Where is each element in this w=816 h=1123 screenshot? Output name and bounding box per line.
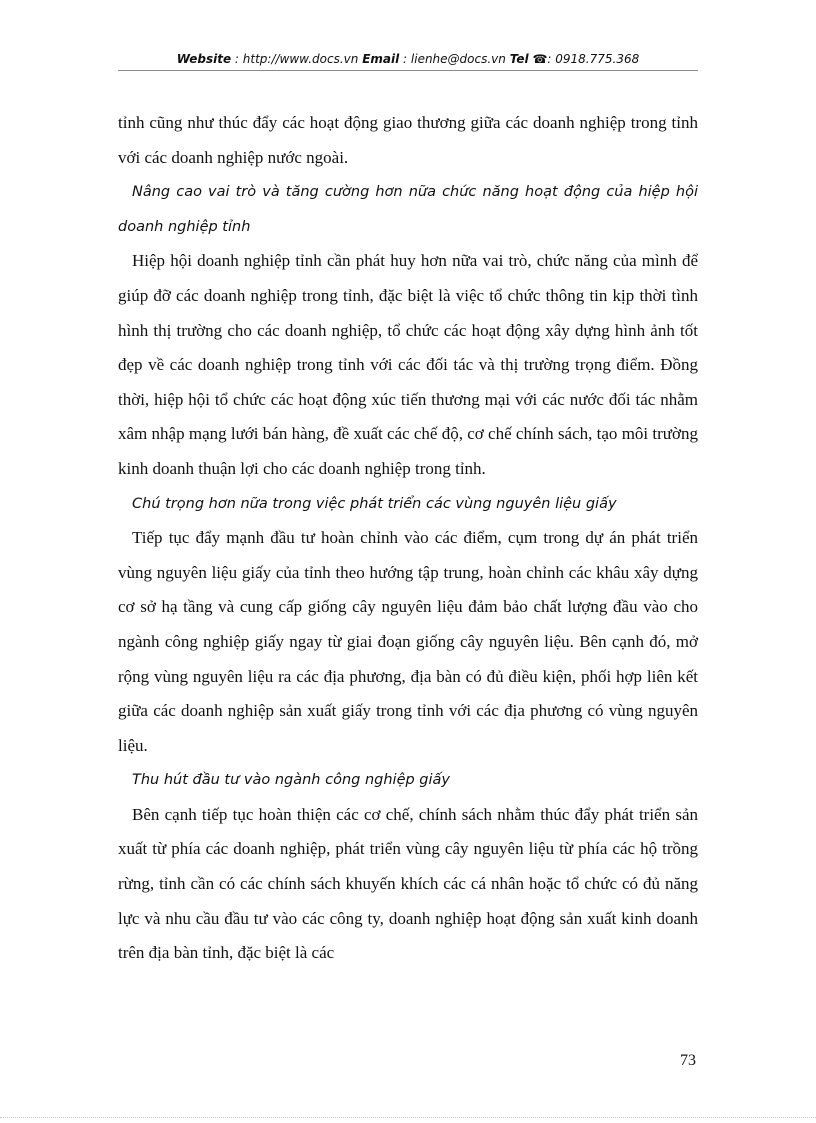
- email-address: : lienhe@docs.vn: [403, 52, 506, 66]
- website-label: Website: [176, 52, 232, 66]
- phone-icon: ☎: [532, 52, 548, 66]
- website-url: : http://www.docs.vn: [234, 52, 359, 66]
- section-heading: Chú trọng hơn nữa trong việc phát triển các vùng nguyên liệu giấy: [132, 495, 617, 512]
- paragraph: tỉnh cũng như thúc đẩy các hoạt động giao thương giữa các doanh nghiệp trong tỉnh với các doanh nghiệp nước ngoài.: [118, 113, 698, 167]
- section-heading: Thu hút đầu tư vào ngành công nghiệp giấy: [132, 772, 451, 789]
- paragraph: Bên cạnh tiếp tục hoàn thiện các cơ chế, chính sách nhằm thúc đẩy phát triển sản xuất từ phía các doanh nghiệp, phát triển vùng cây nguyên liệu từ phía các hộ trồng rừng, tỉnh cần có các chính sách khuyến khích các cá nhân hoặc tổ chức có đủ năng lực và nhu cầu đầu tư vào các công ty, doanh nghiệp hoạt động sản xuất kinh doanh trên địa bàn tỉnh, đặc biệt là các: [118, 804, 698, 963]
- document-body: [118, 106, 698, 971]
- page-header: [118, 48, 698, 71]
- paragraph: Tiếp tục đẩy mạnh đầu tư hoàn chỉnh vào các điểm, cụm trong dự án phát triển vùng nguyên liệu giấy của tỉnh theo hướng tập trung, hoàn chỉnh các khâu xây dựng cơ sở hạ tầng và cung cấp giống cây nguyên liệu đảm bảo chất lượng đầu vào cho ngành công nghiệp giấy ngay từ giai đoạn giống cây nguyên liệu. Bên cạnh đó, mở rộng vùng nguyên liệu ra các địa phương, địa bàn có đủ điều kiện, phối hợp liên kết giữa các doanh nghiệp sản xuất giấy trong tỉnh với các địa phương có vùng nguyên liệu.: [118, 528, 698, 755]
- page-number: 73: [680, 1052, 696, 1069]
- paragraph: Hiệp hội doanh nghiệp tỉnh cần phát huy hơn nữa vai trò, chức năng của mình để giúp đỡ các doanh nghiệp trong tỉnh, đặc biệt là việc tổ chức thông tin kịp thời tình hình thị trường cho các doanh nghiệp, tổ chức các hoạt động xây dựng hình ảnh tốt đẹp về các doanh nghiệp trong tỉnh với các đối tác và thị trường trọng điểm. Đồng thời, hiệp hội tổ chức các hoạt động xúc tiến thương mại với các nước đối tác nhằm xâm nhập mạng lưới bán hàng, đề xuất các chế độ, cơ chế chính sách, tạo môi trường kinh doanh thuận lợi cho các doanh nghiệp trong tỉnh.: [118, 251, 698, 478]
- tel-label: Tel: [509, 52, 529, 66]
- tel-number: : 0918.775.368: [547, 52, 640, 66]
- section-heading: Nâng cao vai trò và tăng cường hơn nữa chức năng hoạt động của hiệp hội doanh nghiệp tỉnh: [118, 184, 698, 235]
- email-label: Email: [362, 52, 400, 66]
- footer-divider: [0, 1117, 816, 1118]
